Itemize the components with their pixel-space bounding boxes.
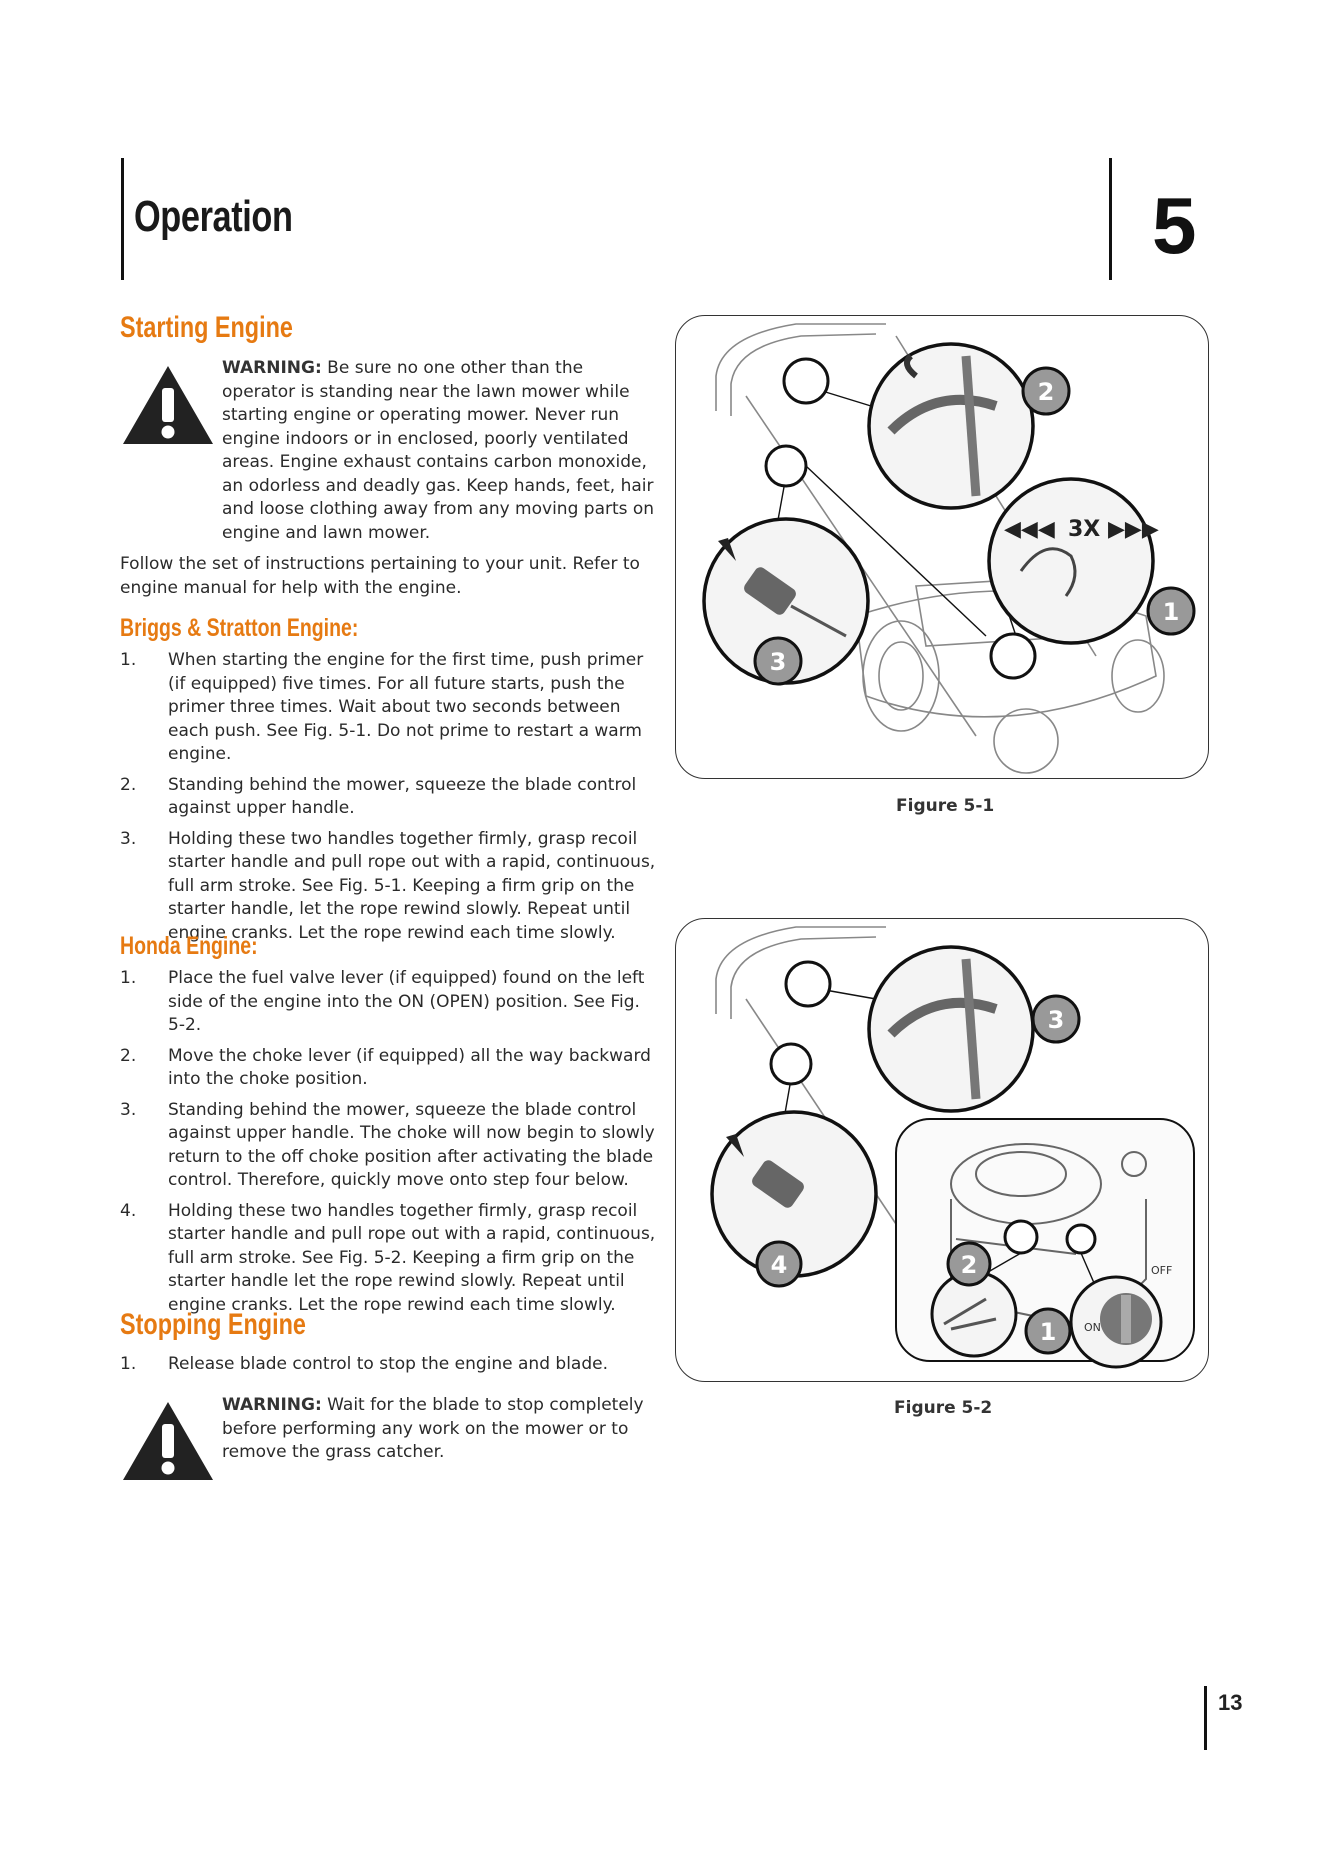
callout-3 xyxy=(755,638,801,684)
mower-illustration-1 xyxy=(676,316,1208,778)
callout-2 xyxy=(1023,368,1069,414)
svg-text:3: 3 xyxy=(1047,1006,1065,1034)
intro-paragraph: Follow the set of instructions pertaining to your unit. Refer to engine manual for help with the engine. xyxy=(120,554,640,598)
svg-text:1: 1 xyxy=(1039,1318,1057,1346)
warning-icon xyxy=(120,1398,216,1484)
list-item: 1. Release blade control to stop the engine and blade. xyxy=(120,1354,608,1374)
callout-3 xyxy=(1033,996,1079,1042)
section-heading-stopping: Stopping Engine xyxy=(120,1308,306,1341)
header-rule-left xyxy=(121,158,124,280)
callout-2 xyxy=(948,1243,990,1285)
svg-text:2: 2 xyxy=(1037,378,1055,406)
list-item: 1. When starting the engine for the first time, push primer (if equipped) five times. For all future starts, push the primer three times. Wait about two seconds between each push. See Fig. 5-1. Do not prime to restart a warm engine. xyxy=(120,650,644,764)
figure-caption-5-1: Figure 5-1 xyxy=(896,796,995,816)
list-item: 4. Holding these two handles together firmly, grasp recoil starter handle and pull rope out with a rapid, continuous, full arm stroke. See Fig. 5-2. Keeping a firm grip on the starter handle let the rope rewind slowly. Repeat until engine cranks. Let the rope rewind each time slowly. xyxy=(120,1200,656,1315)
section-heading-starting: Starting Engine xyxy=(120,311,293,344)
svg-text:4: 4 xyxy=(770,1251,788,1279)
header-rule-right xyxy=(1109,158,1112,280)
briggs-steps xyxy=(120,649,660,952)
warning-text: Wait for the blade to stop completely before performing any work on the mower or to remove the grass catcher. xyxy=(222,1395,644,1462)
subheading-briggs: Briggs & Stratton Engine: xyxy=(120,614,359,642)
honda-steps xyxy=(120,967,660,1324)
warning-starting xyxy=(222,357,658,545)
warning-label: WARNING: xyxy=(222,1395,322,1415)
warning-text: Be sure no one other than the operator is standing near the lawn mower while starting engine or operating mower. Never run engine indoors or in enclosed, poorly ventilated areas. Engine exhaust contains carbon monoxide, an odorless and deadly gas. Keep hands, feet, hair and loose clothing away from any moving parts on engine and lawn mower. xyxy=(222,358,655,543)
pull-count-label: 3X xyxy=(1068,517,1101,542)
page-number-rule xyxy=(1204,1686,1207,1750)
list-item: 2. Move the choke lever (if equipped) all the way backward into the choke position. xyxy=(120,1045,651,1089)
figure-5-2 xyxy=(675,918,1209,1382)
svg-text:◀◀◀: ◀◀◀ xyxy=(1004,517,1055,542)
mower-illustration-2 xyxy=(676,919,1208,1381)
warning-stopping xyxy=(222,1394,658,1465)
subheading-honda: Honda Engine: xyxy=(120,932,258,960)
svg-text:2: 2 xyxy=(960,1251,978,1279)
valve-on-label: ON xyxy=(1084,1321,1101,1334)
callout-1 xyxy=(1026,1309,1070,1353)
svg-text:3: 3 xyxy=(769,648,787,676)
list-item: 3. Holding these two handles together firmly, grasp recoil starter handle and pull rope out with a rapid, continuous, full arm stroke. See Fig. 5-1. Keeping a firm grip on the starter handle, let the rope rewind slowly. Repeat until engine cranks. Let the rope rewind each time slowly. xyxy=(120,828,656,943)
warning-icon xyxy=(120,362,216,448)
svg-text:▶▶▶: ▶▶▶ xyxy=(1108,517,1159,542)
chapter-number: 5 xyxy=(1152,181,1197,270)
stopping-steps xyxy=(120,1353,660,1384)
svg-text:1: 1 xyxy=(1162,598,1180,626)
page-title: Operation xyxy=(134,192,293,241)
warning-label: WARNING: xyxy=(222,358,322,378)
figure-5-1 xyxy=(675,315,1209,779)
valve-off-label: OFF xyxy=(1151,1264,1173,1277)
callout-4 xyxy=(757,1242,801,1286)
list-item: 2. Standing behind the mower, squeeze the blade control against upper handle. xyxy=(120,774,637,818)
list-item: 1. Place the fuel valve lever (if equipped) found on the left side of the engine into the ON (OPEN) position. See Fig. 5-2. xyxy=(120,968,645,1035)
page-number: 13 xyxy=(1218,1690,1243,1715)
list-item: 3. Standing behind the mower, squeeze the blade control against upper handle. The choke will now begin to slowly return to the off choke position after activating the blade control. Therefore, quickly move onto step four below. xyxy=(120,1099,655,1190)
callout-1 xyxy=(1148,588,1194,634)
figure-caption-5-2: Figure 5-2 xyxy=(894,1398,993,1418)
